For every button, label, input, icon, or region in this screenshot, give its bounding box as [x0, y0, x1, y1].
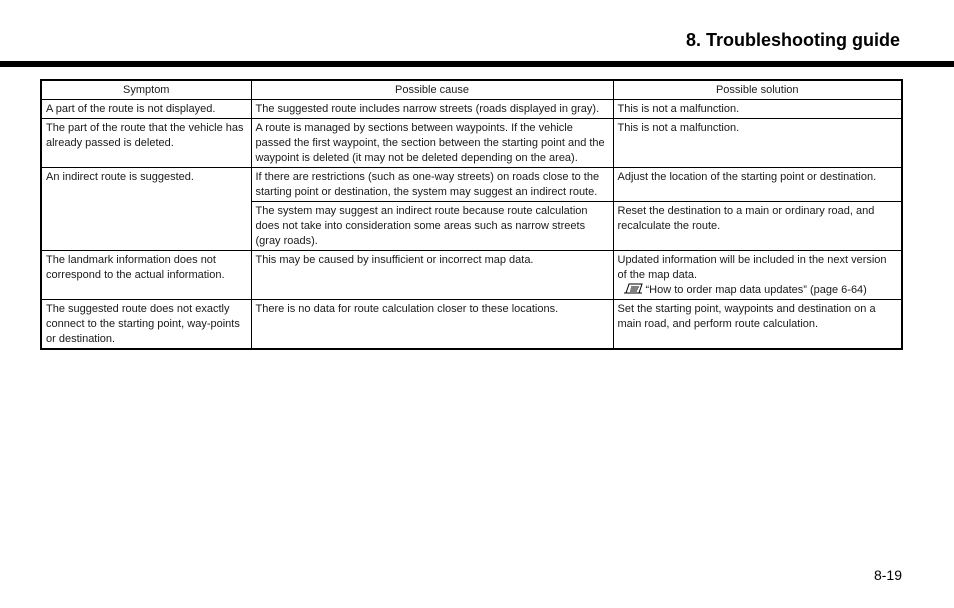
- header-rule: [0, 61, 954, 67]
- cause-cell: The suggested route includes narrow streets (roads displayed in gray).: [251, 100, 613, 119]
- solution-cell: Set the starting point, waypoints and destination on a main road, and perform route calculation.: [613, 300, 902, 350]
- cause-cell: There is no data for route calculation closer to these locations.: [251, 300, 613, 350]
- table-row: [41, 168, 902, 202]
- page-number: 8-19: [873, 567, 902, 583]
- symptom-cell: An indirect route is suggested.: [41, 168, 251, 251]
- table-row: [41, 119, 902, 168]
- column-header-cause: Possible cause: [251, 80, 613, 100]
- table-header-row: [41, 80, 902, 100]
- table-row: [41, 300, 902, 350]
- symptom-cell: The part of the route that the vehicle has already passed is deleted.: [41, 119, 251, 168]
- symptom-cell: A part of the route is not displayed.: [41, 100, 251, 119]
- solution-cell: Adjust the location of the starting point or destination.: [613, 168, 902, 202]
- cause-cell: A route is managed by sections between waypoints. If the vehicle passed the first waypoint, the section between the starting point and the waypoint is deleted (it may not be deleted depending on the area).: [251, 119, 613, 168]
- solution-text: Updated information will be included in the next version of the map data.: [617, 254, 887, 281]
- cause-cell: If there are restrictions (such as one-way streets) on roads close to the starting point or destination, the system may suggest an indirect route.: [251, 168, 613, 202]
- solution-cell: Reset the destination to a main or ordinary road, and recalculate the route.: [613, 202, 902, 251]
- page-reference-text: “How to order map data updates” (page 6-64): [645, 284, 867, 296]
- solution-cell: This is not a malfunction.: [613, 100, 902, 119]
- symptom-cell: The landmark information does not correspond to the actual information.: [41, 251, 251, 300]
- table-row: [41, 100, 902, 119]
- page-reference: [618, 283, 899, 298]
- solution-cell: This is not a malfunction.: [613, 119, 902, 168]
- symptom-cell: The suggested route does not exactly connect to the starting point, way-points or destination.: [41, 300, 251, 350]
- column-header-solution: Possible solution: [613, 80, 902, 100]
- cause-cell: This may be caused by insufficient or incorrect map data.: [251, 251, 613, 300]
- solution-cell: [613, 251, 902, 300]
- column-header-symptom: Symptom: [41, 80, 251, 100]
- cause-cell: The system may suggest an indirect route because route calculation does not take into consideration some areas such as narrow streets (gray roads).: [251, 202, 613, 251]
- troubleshooting-table: [40, 79, 903, 350]
- page-reference-icon: [624, 283, 644, 294]
- page-title: 8. Troubleshooting guide: [686, 30, 900, 50]
- table-row: [41, 251, 902, 300]
